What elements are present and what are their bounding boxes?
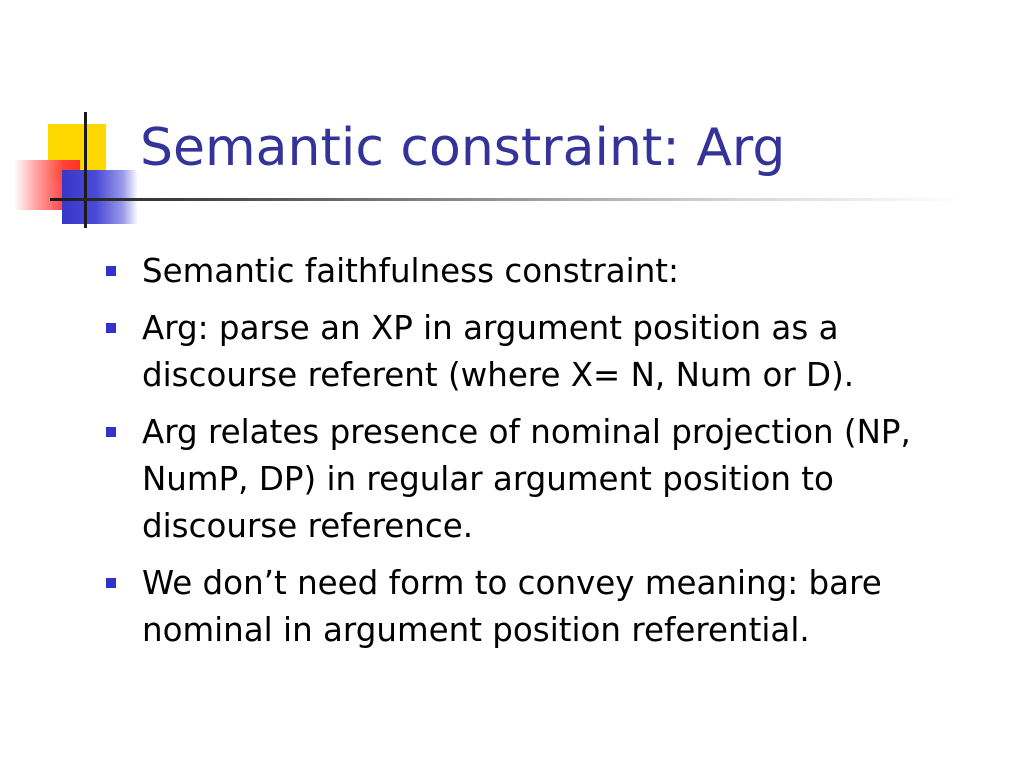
bullet-text: Arg: parse an XP in argument position as a discourse referent (where X= N, Num or D). [142,309,855,394]
bullet-text: We don’t need form to convey meaning: bare nominal in argument position referential. [142,564,882,649]
bullet-square-icon [106,266,116,276]
bullet-item [104,248,984,295]
blue-square [62,170,138,224]
bullet-list [104,248,984,664]
bullet-square-icon [106,323,116,333]
decorative-logo [0,0,160,240]
vertical-rule [84,112,87,228]
slide-title: Semantic constraint: Arg [140,118,786,178]
bullet-square-icon [106,578,116,588]
bullet-square-icon [106,427,116,437]
bullet-text: Arg relates presence of nominal projection (NP, NumP, DP) in regular argument position to discourse reference. [142,413,911,545]
bullet-item [104,305,984,399]
title-underline [50,198,964,201]
bullet-item [104,560,984,654]
bullet-text: Semantic faithfulness constraint: [142,252,679,290]
bullet-item [104,409,984,550]
